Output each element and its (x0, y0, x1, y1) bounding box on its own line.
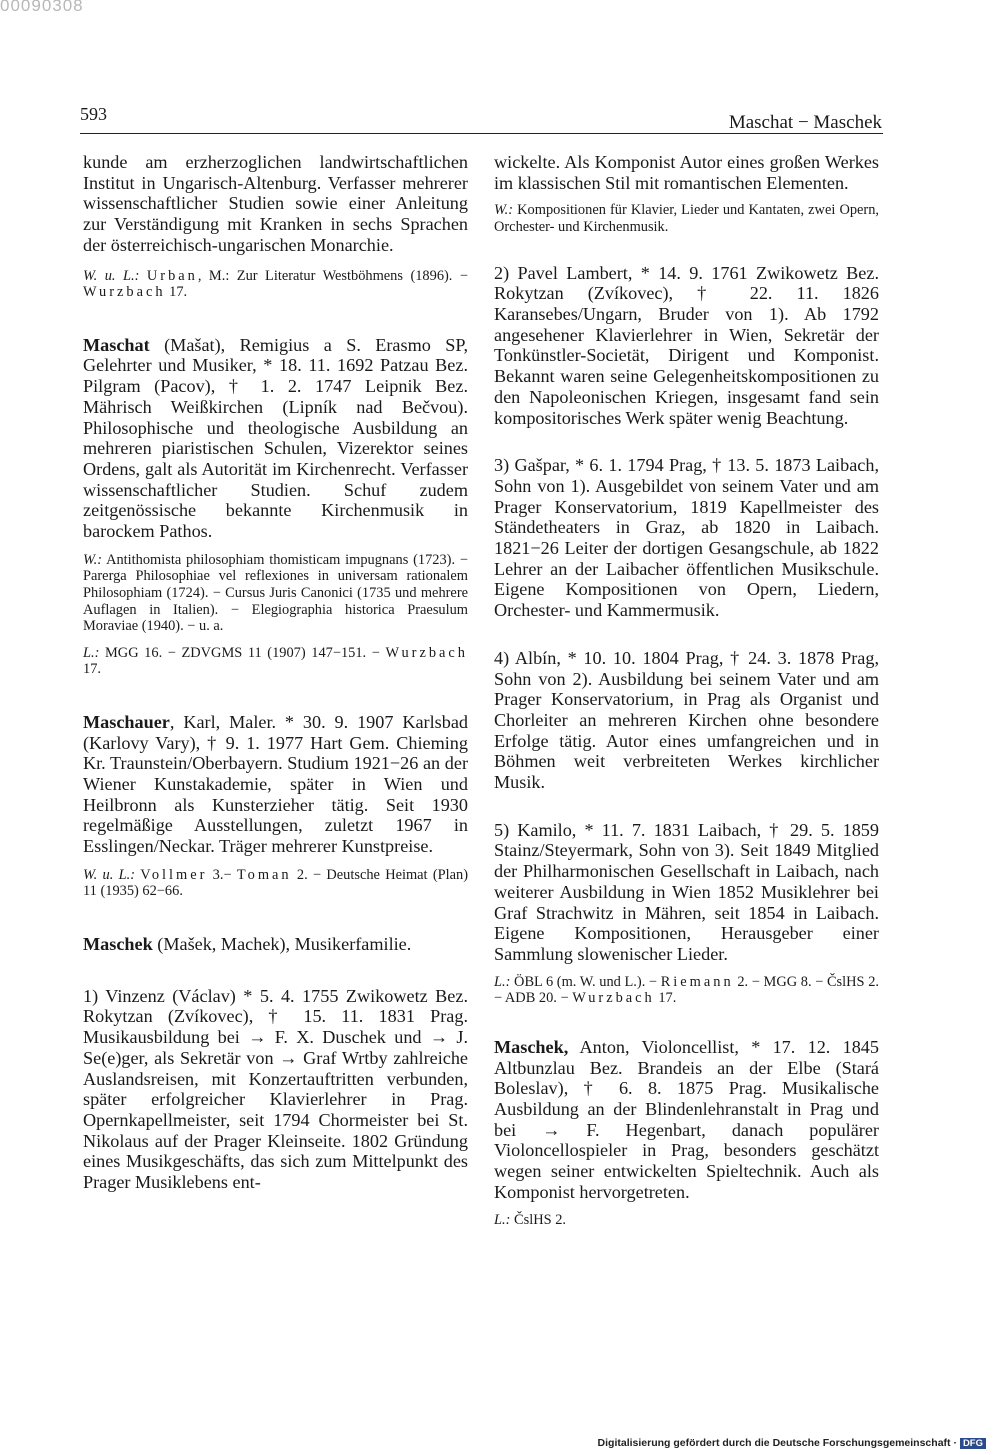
right-column (494, 152, 879, 1228)
entry-pavel: 2) Pavel Lambert, * 14. 9. 1761 Zwikowetz Bez. Rokytzan (Zvíkovec), † 22. 11. 1826 Karansebes/Ungarn, Bruder von 1). Ab 1792 angesehener Klavierlehrer in Wien, Sekretär der Tonkünstler-Societät, Dirigent und Komponist. Bekannt waren seine Gelegenheitskompositionen zu den Napoleonischen Kriegen, insgesamt fand sein kompositorisches Werk später wenig Beachtung. (494, 262, 879, 428)
ref-text: 3.− (207, 866, 237, 883)
ref-text: ÖBL 6 (m. W. und L.). − (510, 973, 661, 990)
header-rule (80, 133, 883, 134)
entry-maschek-family (83, 934, 468, 955)
entry-text: (Mašat), Remigius a S. Erasmo SP, Gelehrter und Musiker, * 18. 11. 1692 Patzau Bez. Pilgram (Pacov), † 1. 2. 1747 Leipnik Bez. Mährisch Weißkirchen (Lipník nad Bečvou). Philosophische und theologische Ausbildung an mehreren piaristischen Schulen, Vizerektor seines Ordens, galt als Autorität im Kirchenrecht. Verfasser wissenschaftlicher Studien. Schuf zudem zeitgenössische bekannte Kirchenmusik in barockem Pathos. (83, 334, 468, 542)
entry-text: (Mašek, Machek), Musikerfamilie. (152, 934, 412, 954)
maschat-literature (83, 645, 468, 678)
ref-label: W. u. L.: (83, 866, 136, 883)
ref-text: 17. (654, 990, 677, 1007)
entry-maschauer (83, 712, 468, 857)
digitization-footer (598, 1437, 986, 1449)
running-title: Maschat − Maschek (728, 112, 882, 133)
intro-paragraph: kunde am erzherzoglichen landwirtschaftlichen Institut in Ungarisch-Altenburg. Verfasser mehrerer wissenschaftlicher Studien sowie einer Anleitung zur Verständigung mit Kranken in sechs Sprachen der österreichisch-ungarischen Monarchie. (83, 152, 468, 255)
maschat-works (83, 552, 468, 635)
ref-text: 17. (83, 661, 101, 678)
ref-text: 2. − Deutsche Heimat (Plan) 11 (1935) 62−66. (83, 866, 468, 900)
entry-vinzenz: 1) Vinzenz (Václav) * 5. 4. 1755 Zwikowetz Bez. Rokytzan (Zvíkovec), † 15. 11. 1831 Prag. Musikausbildung bei → F. X. Duschek und → J. Se(e)ger, als Sekretär von → Graf Wrtby zahlreiche Auslandsreisen, mit Konzertauftritten verbunden, später erfolgreicher Klavierlehrer in Prag. Opernkapellmeister, seit 1794 Chormeister bei St. Nikolaus auf der Prager Kleinseite. 1802 Gründung eines Musikgeschäfts, das sich zum Mittelpunkt des Prager Musiklebens ent- (83, 985, 468, 1193)
vinzenz-works (494, 202, 879, 235)
author-name: Vollmer (140, 866, 208, 883)
scan-id: 00090308 (0, 0, 84, 15)
footer-text: Digitalisierung gefördert durch die Deutsche Forschungsgemeinschaft · (597, 1437, 957, 1449)
author-name: Urban (146, 267, 198, 284)
anton-reference (494, 1212, 879, 1229)
author-name: Wurzbach (572, 990, 655, 1007)
ref-text: Antithomista philosophiam thomisticam impugnans (1723). − Parerga Philosophiae vel reflexiones in universam rationalem Philosophiam (1724). − Cursus Juris Canonici (1735 und mehrere Auflagen in Italien). − Elegiographia historica Praesulum Moraviae (1940). − u. a. (83, 551, 468, 635)
author-name: Wurzbach (385, 644, 468, 661)
dfg-logo: DFG (960, 1438, 986, 1449)
page-number: 593 (80, 104, 107, 124)
ref-label: W. u. L.: (83, 267, 140, 284)
intro-reference (83, 268, 468, 301)
author-name: Riemann (660, 973, 734, 990)
entry-headword: Maschat (83, 334, 150, 355)
entry-anton (494, 1037, 879, 1203)
vinzenz-continued: wickelte. Als Komponist Autor eines großen Werkes im klassischen Stil mit romantischen Elementen. (494, 152, 879, 193)
page-header (80, 104, 882, 134)
maschauer-reference (83, 867, 468, 900)
entry-text: , Karl, Maler. * 30. 9. 1907 Karlsbad (Karlovy Vary), † 9. 1. 1977 Hart Gem. Chieming Kr. Traunstein/Oberbayern. Studium 1921−26 an der Wiener Kunstakademie, später in Wien und Heilbronn als Kunsterzieher tätig. Seit 1930 regelmäßige Ausstellungen, zuletzt 1967 in Esslingen/Neckar. Träger mehrerer Kunstpreise. (83, 711, 468, 857)
author-name: Wurzbach (83, 284, 166, 301)
ref-label: W.: (494, 202, 514, 219)
entry-headword: Maschek (83, 934, 153, 954)
ref-label: L.: (494, 1211, 511, 1228)
ref-label: L.: (494, 973, 511, 990)
ref-text: 17. (165, 284, 188, 301)
author-name: Toman (236, 866, 292, 883)
ref-text: Kompositionen für Klavier, Lieder und Kantaten, zwei Opern, Orchester- und Kirchenmusik. (494, 202, 879, 235)
entry-albin: 4) Albín, * 10. 10. 1804 Prag, † 24. 3. 1878 Prag, Sohn von 2). Ausbildung bei seinem Vater und am Prager Konservatorium, in Prag als Organist und Chorleiter an mehreren Kirchen ohne besondere Erfolge tätig. Autor eines umfangreichen und in Böhmen weit verbreiteten Werkes kirchlicher Musik. (494, 647, 879, 793)
entry-gaspar: 3) Gašpar, * 6. 1. 1794 Prag, † 13. 5. 1873 Laibach, Sohn von 1). Ausgebildet von seinem Vater und am Prager Konservatorium, 1819 Kapellmeister des Ständetheaters in Graz, ab 1820 in Laibach. 1821−26 Leiter der dortigen Gesangschule, ab 1822 Lehrer an der Laibacher öffentlichen Musikschule. Eigene Kompositionen von Opern, Liedern, Orchester- und Kammermusik. (494, 455, 879, 621)
entry-text: Anton, Violoncellist, * 17. 12. 1845 Altbunzlau Bez. Brandeis an der Elbe (Stará Boleslav), † 6. 8. 1875 Prag. Musikalische Ausbildung an der Blindenlehranstalt in Prag und bei → F. Hegenbart, danach populärer Violoncellospieler in Prag, besonders geschätzt wegen seiner entwickelten Spieltechnik. Auch als Komponist hervorgetreten. (494, 1036, 879, 1202)
entry-headword: Maschek, (494, 1036, 569, 1057)
kamilo-reference (494, 974, 879, 1007)
ref-text: 2. − MGG 8. − ČslHS 2. − ADB 20. − (494, 973, 879, 1007)
ref-text: MGG 16. − ZDVGMS 11 (1907) 147−151. − (99, 644, 386, 661)
ref-label: W.: (83, 551, 103, 568)
left-column (83, 152, 468, 1193)
ref-text: ČslHS 2. (510, 1211, 566, 1228)
entry-maschat (83, 335, 468, 542)
entry-kamilo: 5) Kamilo, * 11. 7. 1831 Laibach, † 29. 5. 1859 Stainz/Steyermark, Sohn von 3). Seit 1849 Mitglied der Philharmonischen Gesellschaft in Laibach, nach weiterer Ausbildung in Wien 1852 Musiklehrer bei Graf Strachwitz in Mähren, seit 1854 in Laibach. Eigene Kompositionen, Herausgeber einer Sammlung slowenischer Lieder. (494, 819, 879, 964)
ref-text: , M.: Zur Literatur Westböhmens (1896). − (197, 267, 468, 284)
entry-headword: Maschauer (83, 711, 170, 732)
ref-label: L.: (83, 644, 100, 661)
